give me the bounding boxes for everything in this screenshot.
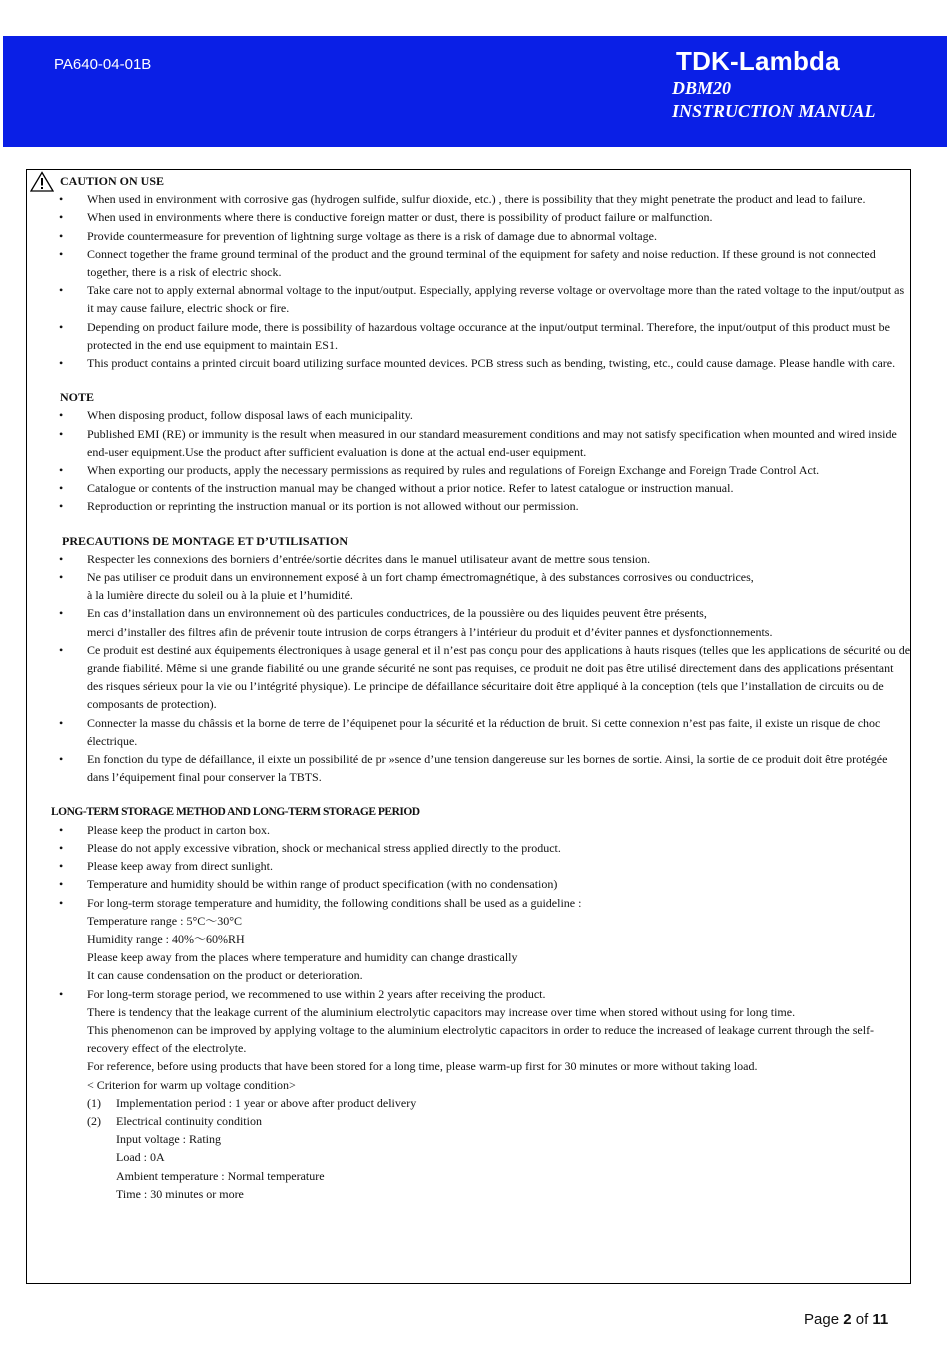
- model-name: DBM20: [672, 78, 732, 98]
- bullet: •: [59, 228, 64, 243]
- storage-period-detail: For reference, before using products that have been stored for a long time, please warm-up first for 30 minutes or more without taking load.: [87, 1059, 758, 1074]
- condition-load: Load : 0A: [116, 1150, 165, 1165]
- list-item: • Reproduction or reprinting the instruction manual or its portion is not allowed without our permission.: [31, 497, 911, 515]
- bullet: •: [59, 606, 64, 621]
- bullet: •: [59, 986, 64, 1001]
- bullet: •: [59, 246, 64, 261]
- bullet: •: [59, 283, 64, 298]
- bullet: •: [59, 499, 64, 514]
- list-item: • En cas d’installation dans un environnement où des particules conductrices, de la poussière ou des liquides peuvent être présents, merci d’installer des filtres afin de prévenir toute intrusion de corps étrangers à l’intérieur du produit et d’éviter pannes et dysfonctionnements.: [59, 606, 773, 639]
- list-item: • This product contains a printed circuit board utilizing surface mounted devices. PCB stress such as bending, twisting, etc., could cause damage. Please handle with care.: [31, 354, 911, 372]
- list-item: • En fonction du type de défaillance, il eixte un possibilité de pr »sence d’une tension dangereuse sur les bornes de sortie. Ainsi, la sortie de ce produit doit être protégée dans l’équipement final pour conserver la TBTS.: [59, 752, 888, 785]
- bullet: •: [59, 715, 64, 730]
- bullet: •: [59, 822, 64, 837]
- caution-list: [31, 190, 911, 372]
- list-item: • Catalogue or contents of the instruction manual may be changed without a prior notice. Refer to latest catalogue or instruction manual.: [31, 479, 911, 497]
- list-item: • Connecter la masse du châssis et la borne de terre de l’équipenet pour la sécurité et la réduction de bruit. Si cette connexion n’est pas faite, il existe un risque de choc électrique.: [59, 715, 881, 748]
- bullet: •: [59, 570, 64, 585]
- precautions-heading: PRECAUTIONS DE MONTAGE ET D’UTILISATION: [62, 533, 349, 548]
- storage-condition-note: Please keep away from the places where temperature and humidity can change drastically: [87, 950, 518, 965]
- bullet: •: [59, 192, 64, 207]
- brand-name: TDK-Lambda: [676, 46, 840, 76]
- manual-title: INSTRUCTION MANUAL: [672, 101, 876, 121]
- storage-heading: LONG-TERM STORAGE METHOD AND LONG-TERM STORAGE PERIOD: [51, 805, 420, 818]
- bullet: •: [59, 481, 64, 496]
- storage-period-detail: This phenomenon can be improved by applying voltage to the aluminium electrolytic capacitors in order to reduce the increased of leakage current through the self-recovery effect of the electrolyte.: [87, 1022, 875, 1056]
- list-item: • Take care not to apply external abnormal voltage to the input/output. Especially, applying reverse voltage or overvoltage more than the rated voltage to the input/output as it may cause failure, electric shock or fire.: [59, 283, 905, 316]
- condition-time: Time : 30 minutes or more: [116, 1186, 244, 1201]
- manual-content: [31, 172, 911, 1203]
- list-item: • Published EMI (RE) or immunity is the result when measured in our standard measurement conditions and may not satisfy specification when mounted and wired inside end-user equipment.Use the product after sufficient evaluation is done at the actual end-user equipment.: [59, 426, 897, 459]
- storage-condition-note: It can cause condensation on the product or deterioration.: [87, 968, 363, 983]
- list-item: • When exporting our products, apply the necessary permissions as required by rules and regulations of Foreign Exchange and Foreign Trade Control Act.: [31, 461, 911, 479]
- note-list: [31, 406, 911, 515]
- criterion-item: (1) Implementation period : 1 year or above after product delivery: [87, 1095, 417, 1110]
- condition-ambient-temperature: Ambient temperature : Normal temperature: [116, 1168, 325, 1183]
- bullet: •: [59, 210, 64, 225]
- document-id: PA640-04-01B: [54, 56, 152, 73]
- list-item: • When used in environment with corrosive gas (hydrogen sulfide, sulfur dioxide, etc.) , there is possibility that they might penetrate the product and lead to failure.: [31, 190, 911, 208]
- list-item: • Respecter les connexions des borniers d’entrée/sortie décrites dans le manuel utilisateur avant de mettre sous tension.: [31, 550, 911, 568]
- bullet: •: [59, 319, 64, 334]
- warmup-criterion-heading: < Criterion for warm up voltage condition>: [87, 1077, 296, 1092]
- bullet: •: [59, 895, 64, 910]
- condition-input-voltage: Input voltage : Rating: [116, 1132, 221, 1147]
- criterion-item: (2) Electrical continuity condition: [87, 1113, 262, 1128]
- bullet: •: [59, 840, 64, 855]
- list-item: • When disposing product, follow disposal laws of each municipality.: [31, 406, 911, 424]
- list-item: • Please keep away from direct sunlight.: [31, 857, 911, 875]
- list-item: • Please do not apply excessive vibration, shock or mechanical stress applied directly to the product.: [31, 839, 911, 857]
- list-item: • Depending on product failure mode, there is possibility of hazardous voltage occurance at the input/output terminal. Therefore, the input/output of this product must be protected in the end use equipment to maintain ES1.: [59, 319, 890, 352]
- storage-list-continued: [31, 985, 911, 1003]
- storage-period-detail: There is tendency that the leakage current of the aluminium electrolytic capacitors may increase over time when stored without using for long time.: [87, 1004, 796, 1019]
- bullet: •: [59, 752, 64, 767]
- list-item: • Please keep the product in carton box.: [31, 821, 911, 839]
- page-number: Page 2 of 11: [804, 1311, 889, 1328]
- bullet: •: [59, 463, 64, 478]
- bullet: •: [59, 877, 64, 892]
- storage-temperature-range: Temperature range : 5°C～30°C: [87, 913, 243, 928]
- list-item: • For long-term storage period, we recommened to use within 2 years after receiving the product.: [31, 985, 911, 1003]
- bullet: •: [59, 551, 64, 566]
- list-item: • Ce produit est destiné aux équipements électroniques à usage general et il n’est pas conçu pour des applications à hauts risques (telles que les applications de sécurité ou de grande fiabilité. Même si une grande fiabilité ou une grande sécurité ne sont pas requises, ce produit ne doit pas être utilisé directement dans des applications présentant des risques sérieux pour la vie ou l’intégrité physique). Le principe de défaillance sécuritaire doit être appliqué à la conception (tels que l’installation de circuits ou de composants de protection).: [59, 642, 911, 712]
- storage-humidity-range: Humidity range : 40%～60%RH: [87, 931, 245, 946]
- list-item: • Ne pas utiliser ce produit dans un environnement exposé à un fort champ émectromagnétique, à des substances corrosives ou conductrices, à la lumière directe du soleil ou à la pluie et l’humidité.: [59, 570, 754, 603]
- storage-list: [31, 821, 911, 912]
- bullet: •: [59, 408, 64, 423]
- bullet: •: [59, 642, 64, 657]
- list-item: • Provide countermeasure for prevention of lightning surge voltage as there is a risk of damage due to abnormal voltage.: [31, 227, 911, 245]
- bullet: •: [59, 859, 64, 874]
- precautions-list: [31, 550, 911, 787]
- bullet: •: [59, 426, 64, 441]
- list-item: • Connect together the frame ground terminal of the product and the ground terminal of the equipment for safety and noise reduction. If these ground is not connected together, there is a risk of electric shock.: [59, 246, 876, 280]
- list-item: • For long-term storage temperature and humidity, the following conditions shall be used as a guideline :: [31, 894, 911, 912]
- list-item: • Temperature and humidity should be within range of product specification (with no condensation): [31, 875, 911, 893]
- list-item: • When used in environments where there is conductive foreign matter or dust, there is possibility of product failure or malfunction.: [31, 208, 911, 226]
- bullet: •: [59, 356, 64, 371]
- caution-heading: CAUTION ON USE: [60, 174, 165, 188]
- note-heading: NOTE: [60, 390, 95, 405]
